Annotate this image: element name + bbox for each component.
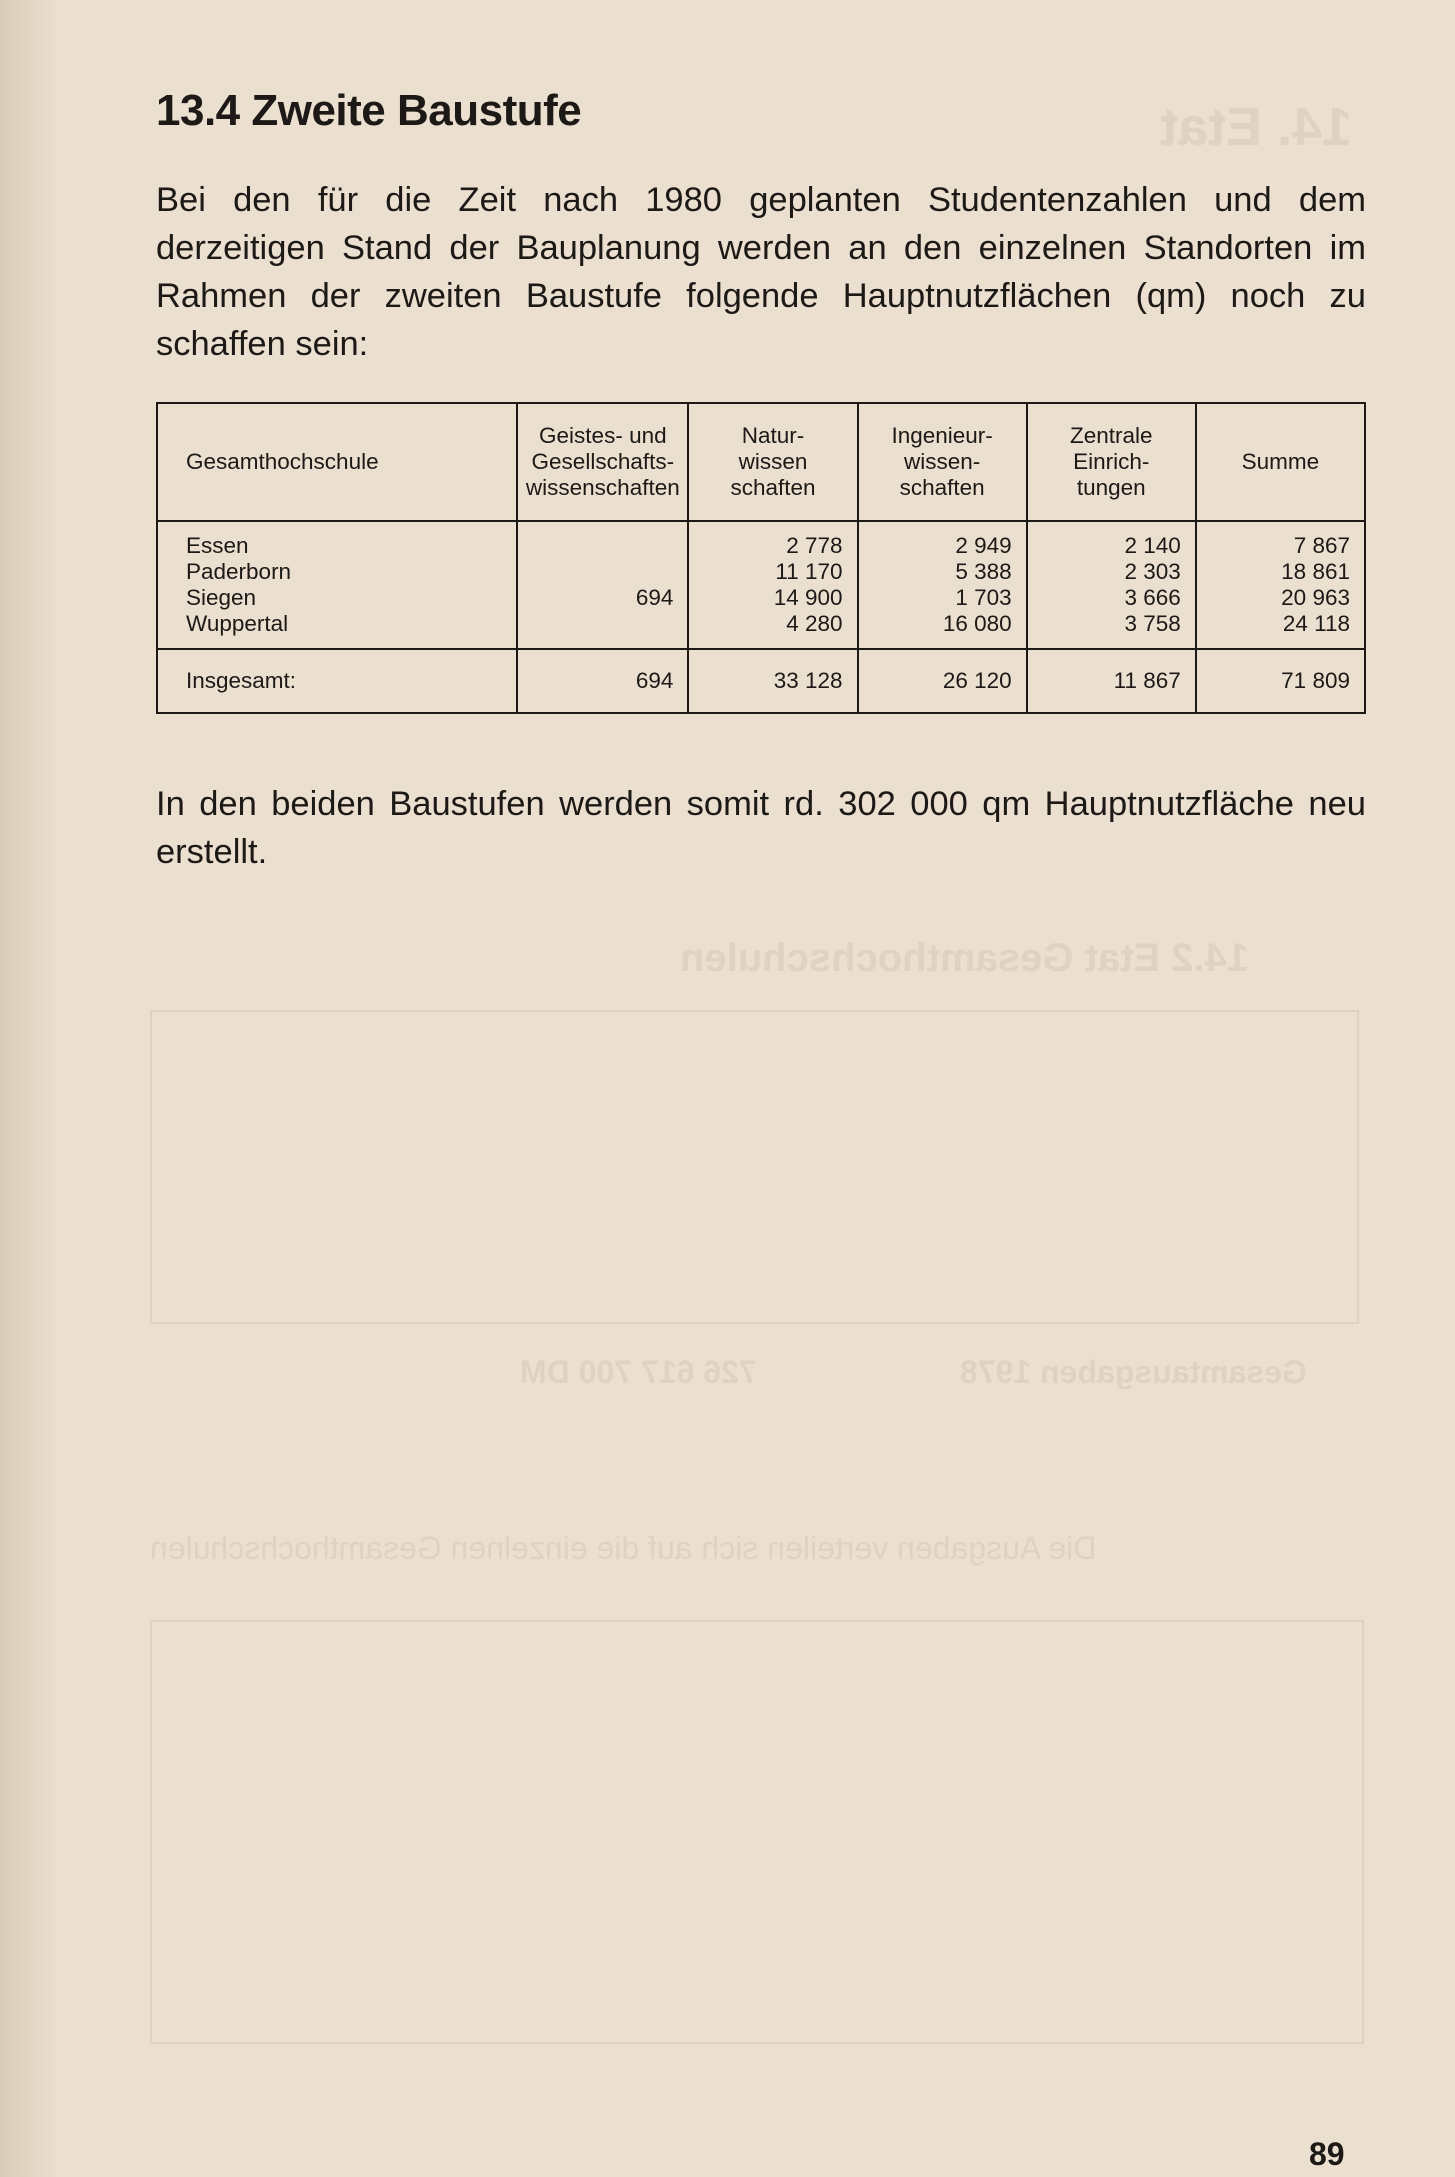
summe-values [1196, 521, 1365, 649]
cell-value: 24 118 [1282, 611, 1350, 636]
cell-value: 5 388 [955, 559, 1012, 584]
cell-value: 3 666 [1124, 585, 1181, 610]
section-heading: 13.4 Zweite Baustufe [156, 86, 582, 135]
natur-values [688, 521, 857, 649]
header-text: Ingenieur- [891, 423, 993, 448]
location-name: Essen [186, 533, 249, 558]
cell-value: 2 303 [1124, 559, 1181, 584]
cell-value: 11 170 [775, 559, 843, 584]
header-text: Zentrale [1069, 423, 1153, 448]
header-zentrale-einrichtungen [1027, 403, 1196, 521]
header-text: Einrich- [1073, 449, 1150, 474]
total-gesellschaft: 694 [517, 649, 688, 713]
cell-value: 14 900 [773, 585, 843, 610]
cell-value [518, 533, 673, 559]
header-text: wissen [738, 449, 808, 474]
table-total-row [157, 649, 1365, 713]
header-naturwissenschaften [688, 403, 857, 521]
cell-value: 20 963 [1281, 585, 1350, 610]
cell-value: 2 949 [955, 533, 1012, 558]
cell-value: 18 861 [1281, 559, 1350, 584]
cell-value: 1 703 [955, 585, 1012, 610]
gesellschaft-values [517, 521, 688, 649]
show-through-line-b: 726 617 700 DM [520, 1354, 757, 1390]
show-through-line-a: Gesamtausgaben 1978 [960, 1354, 1307, 1390]
location-name: Wuppertal [186, 611, 289, 636]
header-ingenieurwissenschaften [858, 403, 1027, 521]
show-through-line-c: Die Ausgaben verteilen sich auf die einzelnen Gesamthochschulen [150, 1530, 1097, 1566]
location-names [157, 521, 517, 649]
show-through-heading-b: 14.2 Etat Gesamthochschulen [680, 936, 1250, 980]
total-ingenieur: 26 120 [858, 649, 1027, 713]
show-through-table-2 [150, 1620, 1364, 2044]
header-text: schaften [899, 475, 985, 500]
cell-value: 4 280 [786, 611, 843, 636]
total-summe: 71 809 [1196, 649, 1365, 713]
table-header-row [157, 403, 1365, 521]
header-text: schaften [730, 475, 816, 500]
conclusion-paragraph: In den beiden Baustufen werden somit rd. 302 000 qm Hauptnutzfläche neu erstellt. [156, 785, 1366, 871]
total-label: Insgesamt: [157, 649, 517, 713]
show-through-heading-a: 14. Etat [1160, 97, 1353, 157]
header-text: Natur- [741, 423, 805, 448]
zentrale-values [1027, 521, 1196, 649]
cell-value [518, 611, 673, 637]
cell-value: 2 140 [1124, 533, 1181, 558]
header-summe: Summe [1196, 403, 1365, 521]
cell-value: 16 080 [942, 611, 1012, 636]
header-text: Gesellschafts- [531, 449, 675, 474]
cell-value: 3 758 [1124, 611, 1181, 636]
total-natur: 33 128 [688, 649, 857, 713]
location-name: Siegen [186, 585, 257, 610]
cell-value: 2 778 [786, 533, 843, 558]
ingenieur-values [858, 521, 1027, 649]
header-text: wissenschaften [525, 475, 680, 500]
header-text: tungen [1076, 475, 1146, 500]
header-gesellschaftswissenschaften [517, 403, 688, 521]
cell-value: 7 867 [1293, 533, 1350, 558]
table-body-row [157, 521, 1365, 649]
header-text: Geistes- und [539, 423, 667, 448]
total-zentrale: 11 867 [1027, 649, 1196, 713]
page-number: 89 [1309, 2136, 1345, 2172]
cell-value: 694 [635, 585, 674, 610]
location-name: Paderborn [186, 559, 292, 584]
header-text: wissen- [903, 449, 981, 474]
header-gesamthochschule: Gesamthochschule [157, 403, 517, 521]
cell-value [518, 559, 673, 585]
page-edge [0, 0, 60, 2177]
floor-area-table [156, 402, 1366, 714]
intro-paragraph: Bei den für die Zeit nach 1980 geplanten Studentenzahlen und dem derzeitigen Stand der Bauplanung werden an den einzelnen Standorten im Rahmen der zweiten Baustufe folgende Hauptnutzflächen (qm) noch zu schaffen sein: [156, 181, 1366, 363]
show-through-table-1 [150, 1010, 1359, 1324]
